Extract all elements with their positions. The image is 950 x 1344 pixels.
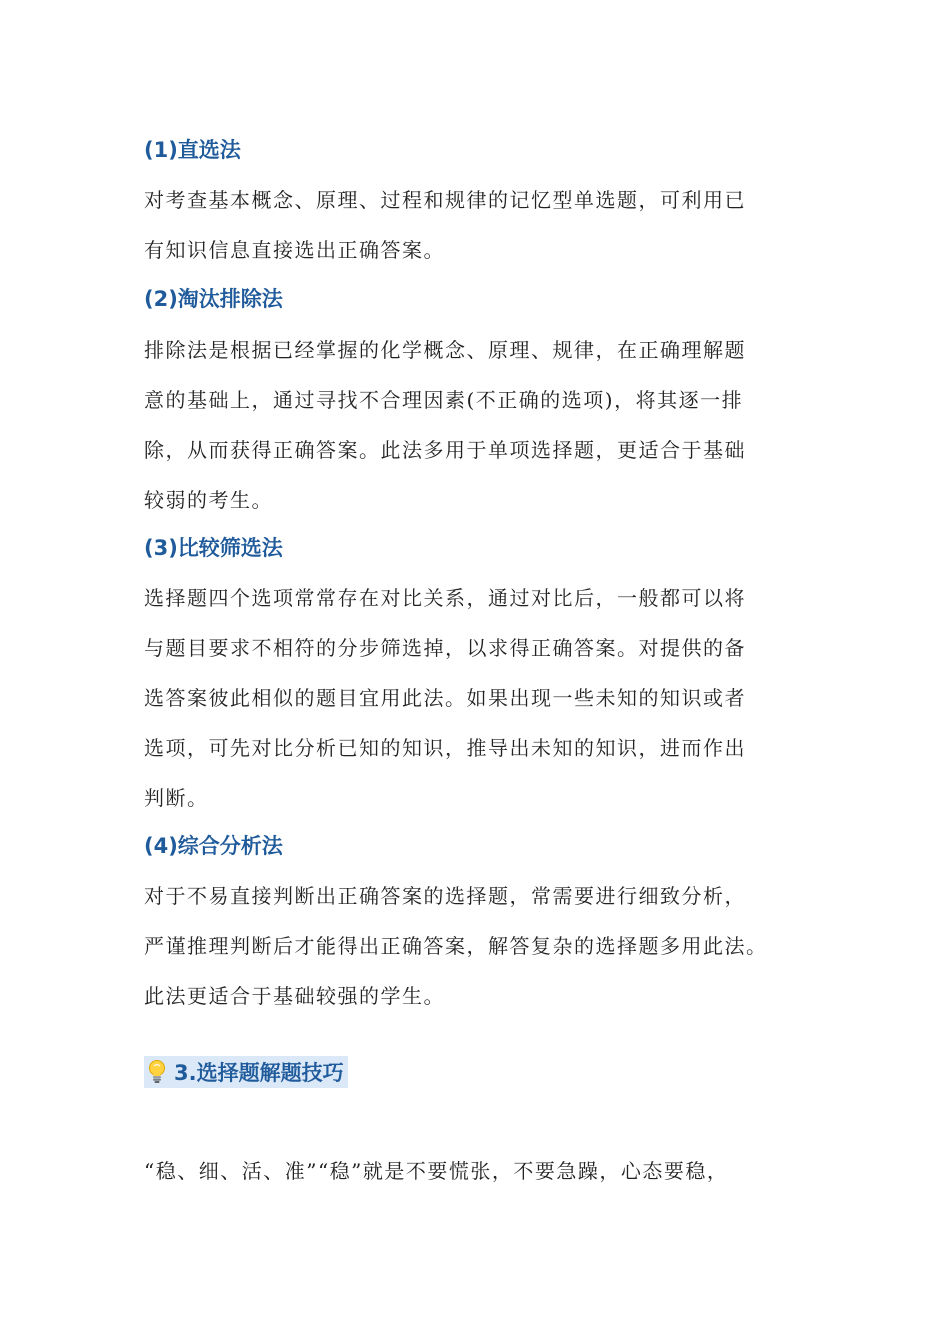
text-line: 有知识信息直接选出正确答案。: [144, 238, 445, 262]
lightbulb-icon: [146, 1059, 168, 1085]
text-line: 选项，可先对比分析已知的知识，推导出未知的知识，进而作出: [144, 736, 746, 760]
heading-comparison: (3)比较筛选法: [144, 536, 283, 560]
paragraph-comparison: [144, 573, 824, 823]
text-line: 选择题四个选项常常存在对比关系，通过对比后，一般都可以将: [144, 586, 746, 610]
section-title-tips: [144, 1056, 348, 1088]
heading-comprehensive: (4)综合分析法: [144, 834, 283, 858]
text-line: 此法更适合于基础较强的学生。: [144, 984, 445, 1008]
text-line: 较弱的考生。: [144, 488, 273, 512]
text-line: 选答案彼此相似的题目宜用此法。如果出现一些未知的知识或者: [144, 686, 746, 710]
text-line: 严谨推理判断后才能得出正确答案，解答复杂的选择题多用此法。: [144, 934, 768, 958]
text-line: 判断。: [144, 786, 209, 810]
section-title-label: 3.选择题解题技巧: [174, 1061, 344, 1085]
heading-elimination: (2)淘汰排除法: [144, 287, 283, 311]
heading-direct-selection: (1)直选法: [144, 138, 241, 162]
text-line: 意的基础上，通过寻找不合理因素(不正确的选项)，将其逐一排: [144, 388, 744, 412]
text-line: 与题目要求不相符的分步筛选掉，以求得正确答案。对提供的备: [144, 636, 746, 660]
paragraph-comprehensive: [144, 871, 824, 1021]
paragraph-elimination: [144, 325, 824, 525]
text-line: 对于不易直接判断出正确答案的选择题，常需要进行细致分析，: [144, 884, 746, 908]
text-line: 对考查基本概念、原理、过程和规律的记忆型单选题，可利用已: [144, 188, 746, 212]
paragraph-tips: [144, 1146, 834, 1196]
paragraph-direct-selection: [144, 175, 824, 275]
text-line: “稳、细、活、准”“稳”就是不要慌张，不要急躁，心态要稳，: [144, 1159, 729, 1183]
text-line: 除，从而获得正确答案。此法多用于单项选择题，更适合于基础: [144, 438, 746, 462]
text-line: 排除法是根据已经掌握的化学概念、原理、规律，在正确理解题: [144, 338, 746, 362]
